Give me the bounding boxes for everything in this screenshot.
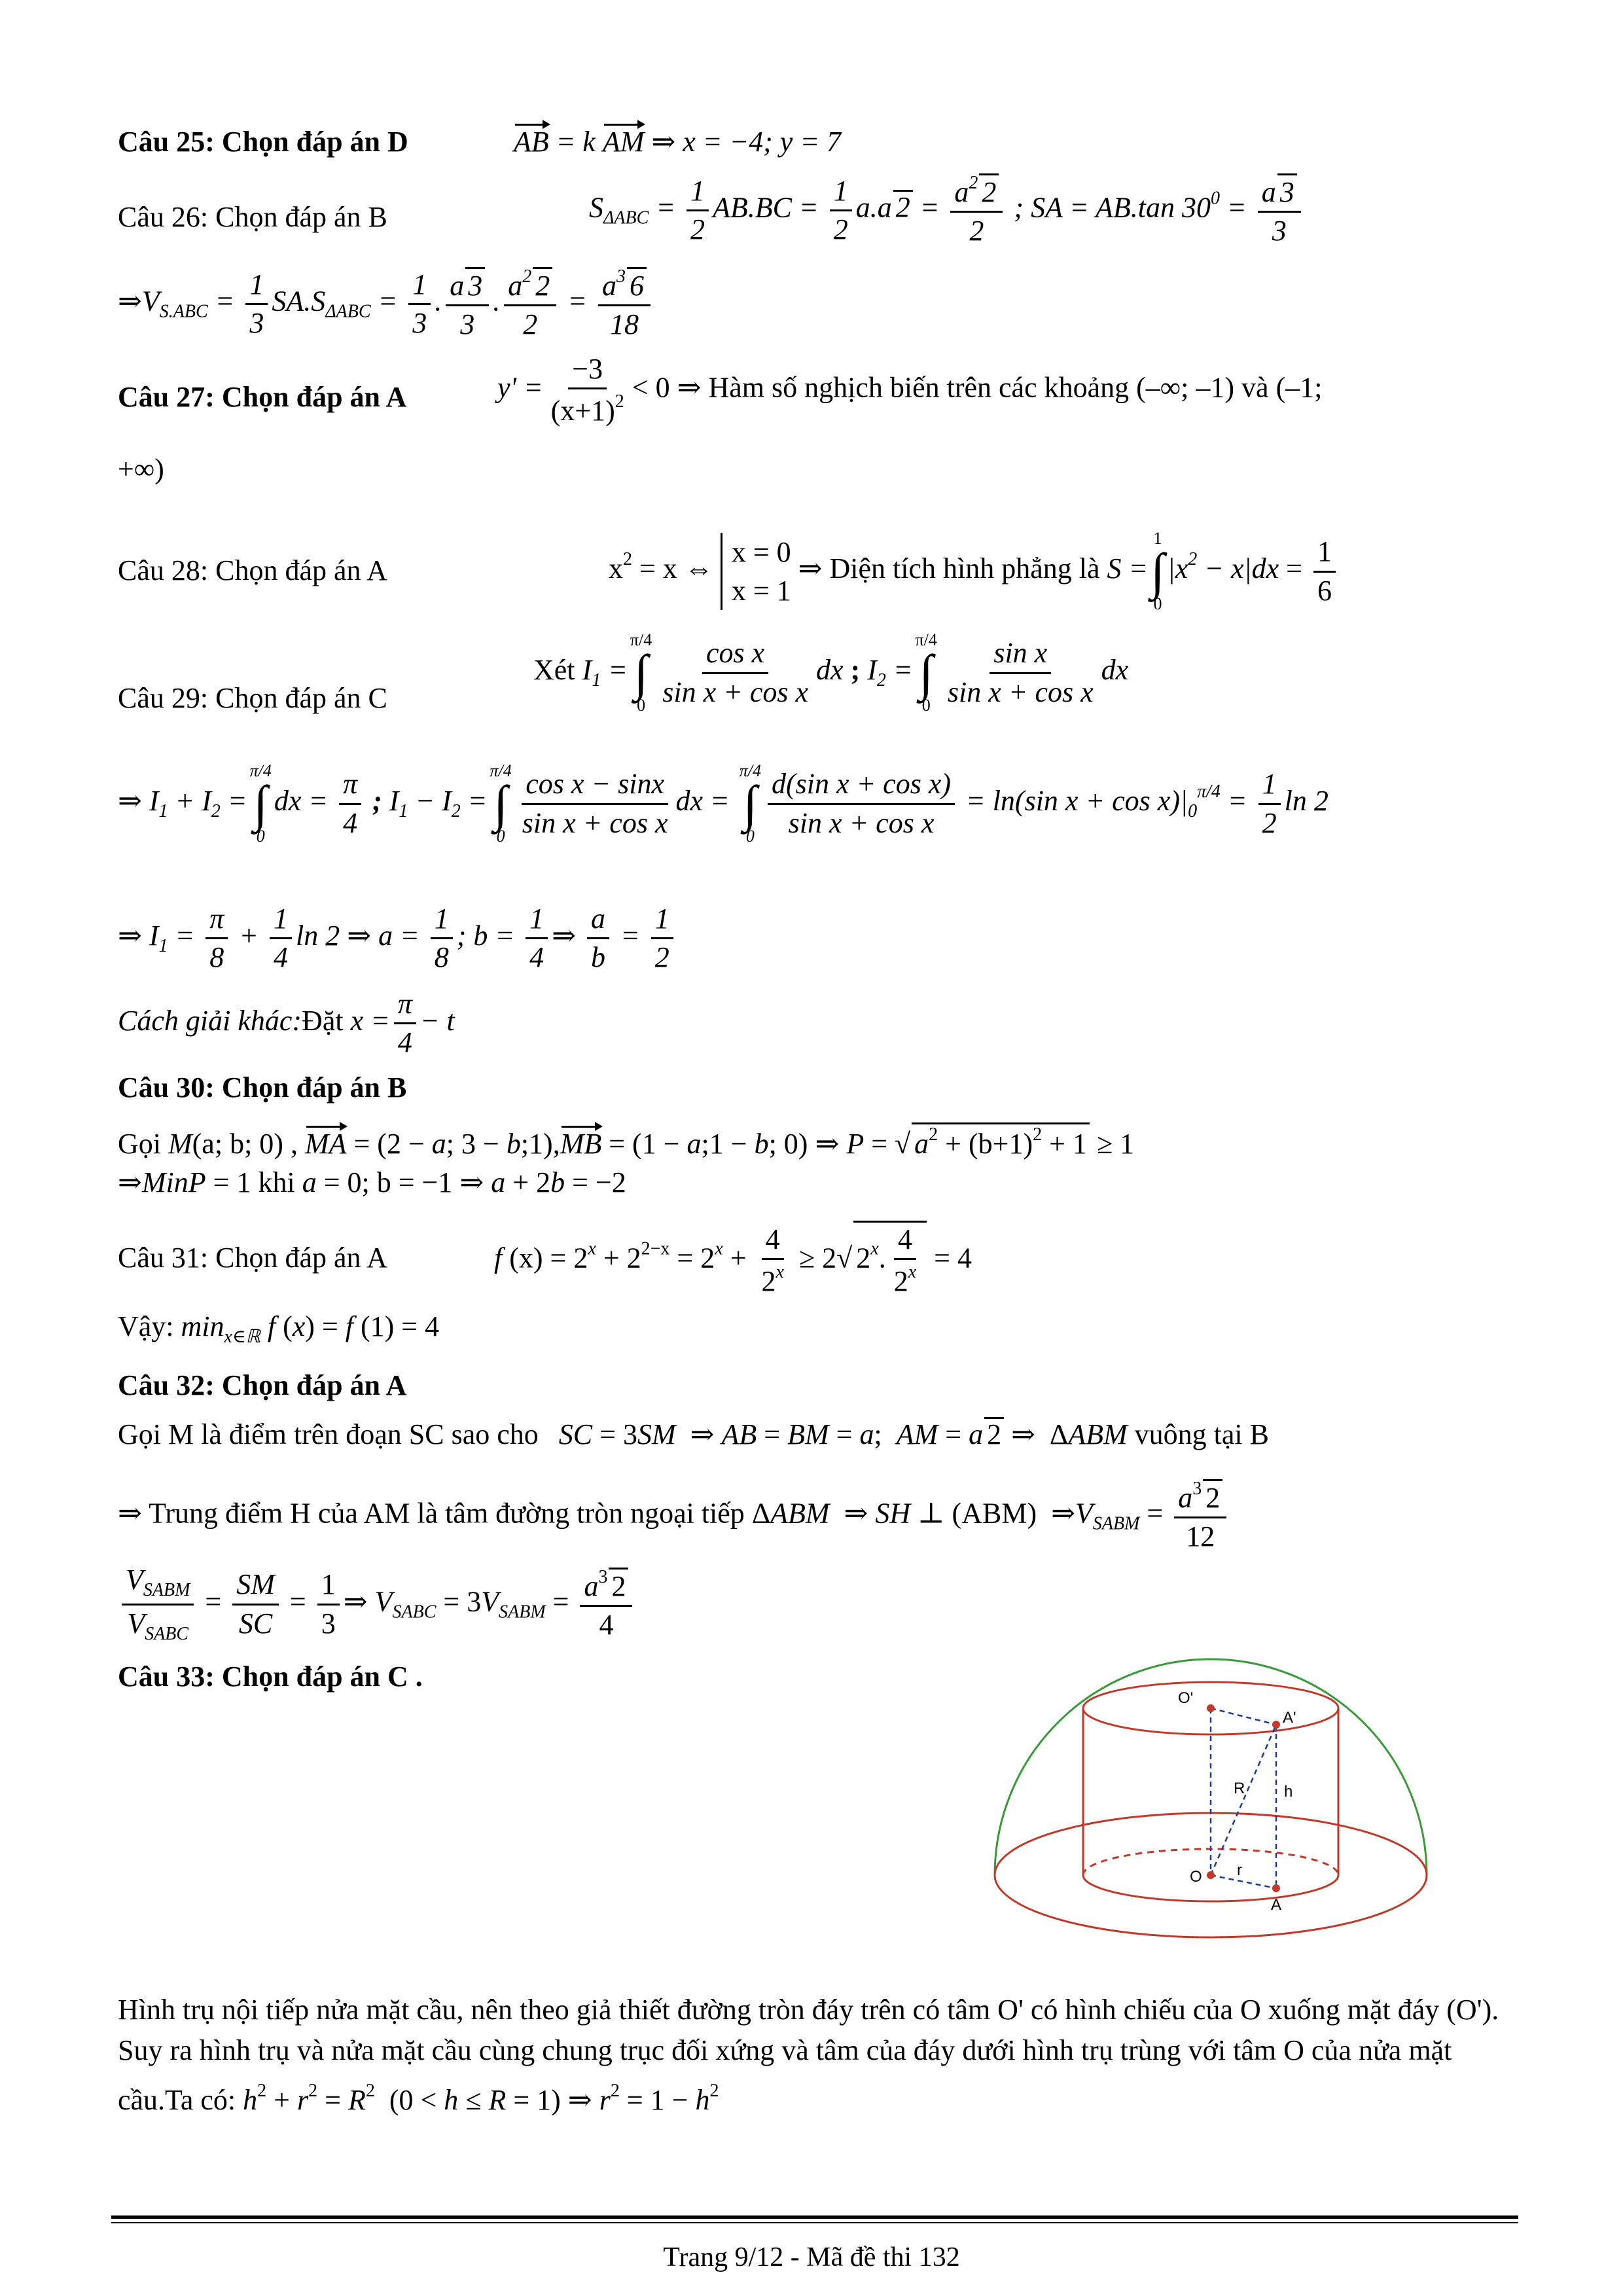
page-footer: Trang 9/12 - Mã đề thi 132 [663, 2242, 960, 2272]
label-o1: O' [1178, 1689, 1194, 1707]
point-o [1207, 1871, 1215, 1879]
q27-cont: +∞) [118, 453, 164, 485]
q26-label: Câu 26: Chọn đáp án B [118, 201, 387, 233]
label-a1: A' [1283, 1709, 1296, 1727]
q31-min: Vậy: $\min_{x\in ℝ} f$ (x) = f (1) = 4 [118, 1310, 440, 1347]
q29-result: ⇒ $I_1$ = $\frac{\pi}{8}$ + $\frac{1}{4}$ ln 2 ⇒ a = $\frac{1}{8}$ ; b = $\frac{1}{4}$ ⇒ $\frac{a}{b}$ = $\frac{1}{2}$ [118, 903, 677, 974]
q28-text: Diện tích hình phẳng là [829, 552, 1100, 585]
q30-khi: khi [258, 1166, 295, 1198]
q32-line1: Gọi M là điểm trên đoạn SC sao cho SC = 3SM ⇒ AB = BM = a; AM = a 2 ⇒ ΔABM vuông tại B [118, 1418, 1269, 1450]
q29-alt-text: Đặt [302, 1004, 344, 1037]
q33-paragraph: Hình trụ nội tiếp nửa mặt cầu, nên theo giả thiết đường tròn đáy trên có tâm O' có hình chiếu của O xuống mặt đáy (O'). Suy ra hình trụ và nửa mặt cầu cùng chung trục đối xứng và tâm của đáy dưới hình trụ trùng với tâm O của nửa mặt cầu.Ta có: $h^2 + r^2 = R^2$ (0 < h ≤ R = 1) ⇒ $r^2 = 1 - h^2$ [118, 1994, 1499, 2116]
point-o1 [1207, 1704, 1215, 1712]
q26-formula: $S_{\Delta ABC}$ = $\frac{1}{2}$ AB.BC = $\frac{1}{2}$ a.a 2 = $\frac{a^2 2}{2}$ ; SA = AB.tan $30^0$ = $\frac{a 3}{3}$ [589, 173, 1305, 247]
footer-rule-thin [111, 2222, 1518, 2223]
q32-line2: ⇒ Trung điểm H của AM là tâm đường tròn ngoại tiếp ΔABM ⇒ SH ⊥ (ABM) $\Rightarrow V_{SABM}$ = $\frac{a^3 2}{12}$ [118, 1479, 1230, 1553]
q26-degree: 0 [1211, 188, 1221, 209]
q32-line1-text: Gọi M là điểm trên đoạn SC sao cho [118, 1418, 539, 1450]
q32-label: Câu 32: Chọn đáp án A [118, 1369, 407, 1401]
segment-o1a1 [1211, 1708, 1276, 1725]
q32-line2-text: Trung điểm H của AM là tâm đường tròn ngoại tiếp [149, 1497, 745, 1530]
q32-ratio: $V_{SABM}$ $V_{SABC}$ = $\frac{SM}{SC}$ = $\frac{1}{3}$ ⇒ $V_{SABC} = 3V_{SABM}$ = $\frac{a^3 2}{4}$ [118, 1564, 636, 1645]
q26-tan: SA = AB.tan 30 [1031, 191, 1211, 224]
q29-alt-italic: Cách giải khác: [118, 1004, 302, 1037]
label-a: A [1271, 1896, 1282, 1914]
q27-formula: y' = $\frac{-3}{(x+1)^2}$ < 0 ⇒ Hàm số nghịch biến trên các khoảng (–∞; –1) và (–1; [497, 353, 1323, 427]
q25-formula: AB = k AM ⇒ [513, 126, 683, 158]
q29-xet: Xét [533, 654, 575, 687]
q27-label: Câu 27: Chọn đáp án A [118, 381, 407, 413]
q30-label: Câu 30: Chọn đáp án B [118, 1071, 407, 1103]
label-o: O [1190, 1868, 1202, 1886]
label-h: h [1284, 1783, 1293, 1801]
q26-volume: $\Rightarrow V_{S.ABC}$ = $\frac{1}{3}$ $SA.S_{\Delta ABC}$ = $\frac{1}{3}$ . $\frac{a 3}{3}$ . $\frac{a^2 2}{2}$ = $\frac{a^3 6}{18}$ [118, 267, 654, 341]
q30-line2: ⇒MinP = 1 khi a = 0; b = −1 ⇒ a + 2b = −2 [118, 1166, 626, 1198]
q27-text: Hàm số nghịch biến trên các khoảng (–∞; –1) và (–1; [708, 371, 1323, 404]
q25-result: x = −4; y = 7 [683, 126, 842, 158]
q33-paragraph-text: Hình trụ nội tiếp nửa mặt cầu, nên theo giả thiết đường tròn đáy trên có tâm O' có hình chiếu của O xuống mặt đáy (O'). Suy ra hình trụ và nửa mặt cầu cùng chung trục đối xứng và tâm của đáy dưới hình trụ trùng với tâm O của nửa mặt cầu.Ta có: [118, 1994, 1499, 2116]
q30-goi: Gọi [118, 1128, 161, 1160]
q29-label: Câu 29: Chọn đáp án C [118, 682, 387, 714]
segment-oa [1211, 1875, 1276, 1888]
q30-line1: Gọi M(a; b; 0) , MA = (2 − a; 3 − b;1),MB = (1 − a;1 − b; 0) ⇒ P = √ $a^2 + (b+1)^2 + 1 \ge 1$ [118, 1122, 1134, 1158]
q31-vay: Vậy: [118, 1310, 174, 1342]
footer-rule-thick [111, 2215, 1518, 2219]
point-a [1272, 1884, 1280, 1892]
label-r-small: r [1237, 1861, 1242, 1879]
q33-label: Câu 33: Chọn đáp án C . [118, 1660, 423, 1693]
label-r-big: R [1234, 1780, 1245, 1797]
q28-label: Câu 28: Chọn đáp án A [118, 554, 387, 586]
hemisphere-cylinder-figure [982, 1649, 1440, 1944]
q28-formula: $x^2 = x$ ⇔ x = 0 x = 1 ⇒ Diện tích hình phẳng là S = 1 ∫ 0 $|x^2 - x|dx$ = $\frac{1}{6}$ [609, 530, 1340, 613]
q27-row [118, 383, 406, 412]
q25-row [118, 128, 841, 156]
point-a1 [1272, 1721, 1280, 1729]
q25-label: Câu 25: Chọn đáp án D [118, 126, 408, 158]
q29-alt: Cách giải khác:Đặt x = $\frac{\pi}{4}$ − t [118, 988, 455, 1059]
q31-label: Câu 31: Chọn đáp án A [118, 1242, 387, 1274]
q31-formula: f $(x) = 2^x + 2^{2-x} = 2^x$ + $\frac{4}{2^x}$ ≥ 2√ 2$^x$. $\frac{4}{2^x}$ = 4 [494, 1221, 972, 1298]
q32-vuong: vuông tại B [1134, 1418, 1269, 1450]
q29-def: Xét $I_1$ = π/4 ∫ 0 $\frac{\text{cos x}}{\text{sin x + cos x}}$ dx ; $I_2$ = π/4 ∫ 0 $\frac{\text{sin x}}{\text{sin x + cos x}}$ dx [533, 630, 1129, 715]
q29-sum: ⇒ $I_1 + I_2$ = π/4 ∫ 0 dx = $\frac{\pi}{4}$ ; $I_1 - I_2$ = π/4 ∫ 0 $\frac{\text{cos x − sinx}}{\text{sin x + cos x}}$ dx = π/4 ∫ 0 $\frac{\text{d(sin x + cos x)}}{\text{sin x + cos x}}$ = ln(sin $x + \cos x)|_0^{\pi/4}$ = $\frac{1}{2}$ ln 2 [118, 761, 1329, 846]
